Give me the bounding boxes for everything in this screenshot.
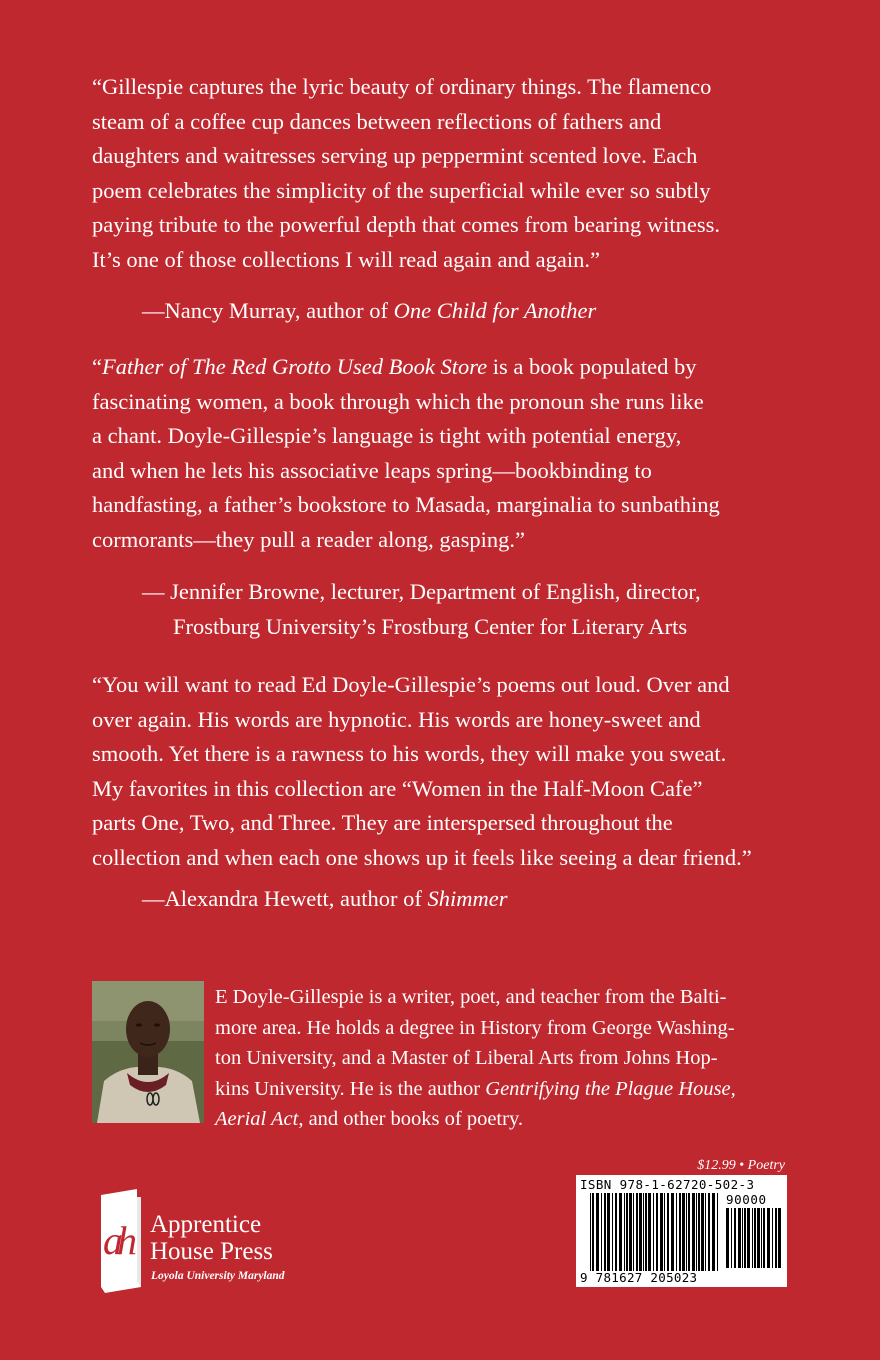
price-category: Poetry xyxy=(747,1158,785,1173)
quote-line: fascinating women, a book through which the pronoun she runs like xyxy=(92,388,704,414)
publisher-subtitle: Loyola University Maryland xyxy=(151,1270,285,1282)
quote-line: parts One, Two, and Three. They are interspersed throughout the xyxy=(92,810,673,835)
book-title: Shimmer xyxy=(427,886,508,911)
barcode-bar xyxy=(708,1193,710,1271)
bio-text: , and other books of poetry. xyxy=(298,1108,524,1130)
quote-line: poem celebrates the simplicity of the superficial while ever so subtly xyxy=(92,177,711,203)
quote-line: daughters and waitresses serving up peppermint scented love. Each xyxy=(92,143,698,168)
isbn-barcode xyxy=(576,1175,787,1287)
barcode-bar xyxy=(671,1193,674,1271)
barcode-bar xyxy=(754,1208,756,1268)
book-title: Gentrifying the Plague House, xyxy=(485,1077,736,1100)
barcode-bar xyxy=(712,1193,715,1271)
barcode-bar xyxy=(757,1208,760,1268)
book-title: Aerial Act xyxy=(215,1108,299,1130)
barcode-bar xyxy=(734,1208,736,1268)
barcode-bar xyxy=(698,1193,700,1271)
quote-text: is a book populated by xyxy=(487,354,697,379)
publisher-logo xyxy=(93,1187,293,1297)
barcode-bar xyxy=(619,1193,622,1271)
barcode-bar xyxy=(701,1193,704,1271)
barcode-bar xyxy=(648,1193,651,1271)
author-bio xyxy=(215,982,805,1135)
barcode-bar xyxy=(726,1208,729,1268)
barcode-bar xyxy=(601,1193,602,1271)
barcode-bar xyxy=(629,1193,632,1271)
barcode-digits: 9 781627 205023 xyxy=(580,1270,698,1285)
barcode-bar xyxy=(763,1208,765,1268)
barcode-bar xyxy=(682,1193,685,1271)
book-title: One Child for Another xyxy=(393,298,597,323)
attribution-nancy-murray xyxy=(142,294,596,329)
barcode-bar xyxy=(664,1193,665,1271)
bio-line xyxy=(215,1104,805,1135)
barcode-bar xyxy=(738,1208,741,1268)
quote-line: “Gillespie captures the lyric beauty of ordinary things. The flamenco xyxy=(92,74,712,99)
bio-text: kins University. He is the author xyxy=(215,1077,486,1100)
quote-line: smooth. Yet there is a rawness to his words, they will make you sweat. xyxy=(92,741,727,766)
barcode-bar xyxy=(692,1193,695,1271)
barcode-bar xyxy=(761,1208,762,1268)
barcode-bar xyxy=(639,1193,642,1271)
barcode-bar xyxy=(615,1193,617,1271)
barcode-bar xyxy=(633,1193,634,1271)
bio-line: E Doyle-Gillespie is a writer, poet, and teacher from the Balti- xyxy=(215,986,727,1008)
publisher-monogram: ah xyxy=(103,1218,131,1263)
barcode-bar xyxy=(752,1208,753,1268)
barcode-bar xyxy=(604,1193,606,1271)
attribution-alexandra-hewett xyxy=(142,882,508,917)
barcode-bar xyxy=(767,1208,770,1268)
attribution-line: Frostburg University’s Frostburg Center for Literary Arts xyxy=(173,613,688,639)
barcode-bar xyxy=(688,1193,690,1271)
quote-line: cormorants—they pull a reader along, gasping.” xyxy=(92,526,525,552)
quote-line: It’s one of those collections I will read again and again.” xyxy=(92,246,600,272)
barcode-bar xyxy=(778,1208,781,1268)
publisher-name-line: Apprentice xyxy=(150,1211,262,1238)
barcode-bar xyxy=(747,1208,750,1268)
quote-alexandra-hewett xyxy=(92,668,792,875)
quote-line: over again. His words are hypnotic. His words are honey-sweet and xyxy=(92,706,701,732)
barcode-bar xyxy=(592,1193,594,1271)
quote-line: My favorites in this collection are “Women in the Half-Moon Cafe” xyxy=(92,775,703,801)
barcode-bar xyxy=(643,1193,644,1271)
barcode-bar xyxy=(705,1193,706,1271)
barcode-price-code: 90000 xyxy=(726,1192,767,1207)
quote-line: “You will want to read Ed Doyle-Gillespie’s poems out loud. Over and xyxy=(92,672,730,697)
price-label xyxy=(660,1158,785,1174)
barcode-bar xyxy=(742,1208,743,1268)
author-photo xyxy=(92,981,204,1123)
barcode-bar xyxy=(667,1193,669,1271)
attribution-text: —Alexandra Hewett, author of xyxy=(142,886,428,911)
barcode-bar xyxy=(607,1193,610,1271)
barcode-bar xyxy=(744,1208,746,1268)
barcode-bar xyxy=(624,1193,625,1271)
barcode-bar xyxy=(626,1193,628,1271)
attribution-text: —Nancy Murray, author of xyxy=(142,298,394,323)
barcode-bar xyxy=(653,1193,654,1271)
barcode-bars-icon xyxy=(590,1193,720,1271)
barcode-bar xyxy=(612,1193,613,1271)
barcode-bar xyxy=(636,1193,638,1271)
barcode-bar xyxy=(717,1193,718,1271)
quote-line: handfasting, a father’s bookstore to Masada, marginalia to sunbathing xyxy=(92,492,720,517)
isbn-number: ISBN 978-1-62720-502-3 xyxy=(580,1177,755,1192)
book-title: Father of The Red Grotto Used Book Store xyxy=(102,354,488,379)
attribution-jennifer-browne xyxy=(142,575,701,644)
barcode-bar xyxy=(656,1193,658,1271)
barcode-addon-bars-icon xyxy=(726,1208,782,1268)
barcode-bar xyxy=(676,1193,677,1271)
barcode-bar xyxy=(679,1193,681,1271)
barcode-bar xyxy=(775,1208,777,1268)
price-amount: $12.99 xyxy=(697,1158,736,1173)
barcode-bar xyxy=(660,1193,663,1271)
quote-line: collection and when each one shows up it feels like seeing a dear friend.” xyxy=(92,844,752,870)
quote-line: and when he lets his associative leaps spring—bookbinding to xyxy=(92,457,652,483)
author-portrait-icon xyxy=(92,981,204,1123)
quote-line xyxy=(92,350,792,385)
barcode-bar xyxy=(590,1193,591,1271)
publisher-name-line: House Press xyxy=(150,1238,273,1265)
price-separator: • xyxy=(735,1158,748,1173)
quote-line: a chant. Doyle-Gillespie’s language is tight with potential energy, xyxy=(92,423,682,448)
bio-line: ton University, and a Master of Liberal Arts from Johns Hop- xyxy=(215,1047,718,1069)
attribution-line: — Jennifer Browne, lecturer, Department of English, director, xyxy=(142,579,701,604)
bio-line xyxy=(215,1074,805,1105)
quote-nancy-murray xyxy=(92,70,792,277)
bio-line: more area. He holds a degree in History from George Washing- xyxy=(215,1016,735,1039)
open-quote: “ xyxy=(92,354,102,379)
barcode-bar xyxy=(731,1208,732,1268)
barcode-bar xyxy=(596,1193,599,1271)
publisher-name xyxy=(150,1211,273,1265)
quote-jennifer-browne xyxy=(92,350,792,557)
barcode-bar xyxy=(686,1193,687,1271)
quote-line: paying tribute to the powerful depth that comes from bearing witness. xyxy=(92,212,720,237)
barcode-bar xyxy=(772,1208,773,1268)
barcode-bar xyxy=(696,1193,697,1271)
barcode-bar xyxy=(645,1193,647,1271)
quote-line: steam of a coffee cup dances between reflections of fathers and xyxy=(92,108,662,134)
